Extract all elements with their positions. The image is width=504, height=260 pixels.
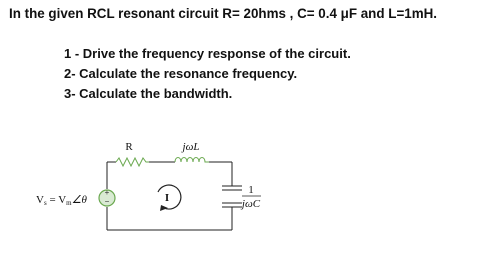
task-item-2: 2- Calculate the resonance frequency.: [64, 66, 298, 81]
resistor-symbol: [116, 158, 149, 166]
source-label-eq: = V: [46, 194, 67, 206]
current-label: I: [164, 192, 170, 204]
svg-text:+: +: [104, 188, 110, 197]
capacitor-label-denominator: jωC: [241, 198, 261, 210]
inductor-symbol: [175, 158, 209, 163]
resistor-label: R: [125, 141, 133, 153]
source-label-vm-sub: m: [66, 199, 72, 207]
source-label-vs-sub: s: [43, 199, 47, 207]
capacitor-symbol: [222, 186, 242, 207]
inductor-label: jωL: [182, 141, 200, 153]
task-item-1: 1 - Drive the frequency response of the circuit.: [64, 46, 351, 61]
circuit-wires: [104, 162, 232, 230]
current-loop-arrow: [158, 185, 181, 211]
source-label-angle: ∠θ: [71, 194, 87, 206]
source-label-vs: V: [36, 194, 44, 206]
svg-text:−: −: [104, 197, 110, 206]
task-item-3: 3- Calculate the bandwidth.: [64, 86, 233, 101]
source-symbol: [99, 188, 115, 206]
problem-statement: In the given RCL resonant circuit R= 20hms , C= 0.4 μF and L=1mH.: [9, 6, 438, 21]
source-label: [36, 194, 87, 207]
capacitor-label-numerator: 1: [248, 184, 254, 196]
